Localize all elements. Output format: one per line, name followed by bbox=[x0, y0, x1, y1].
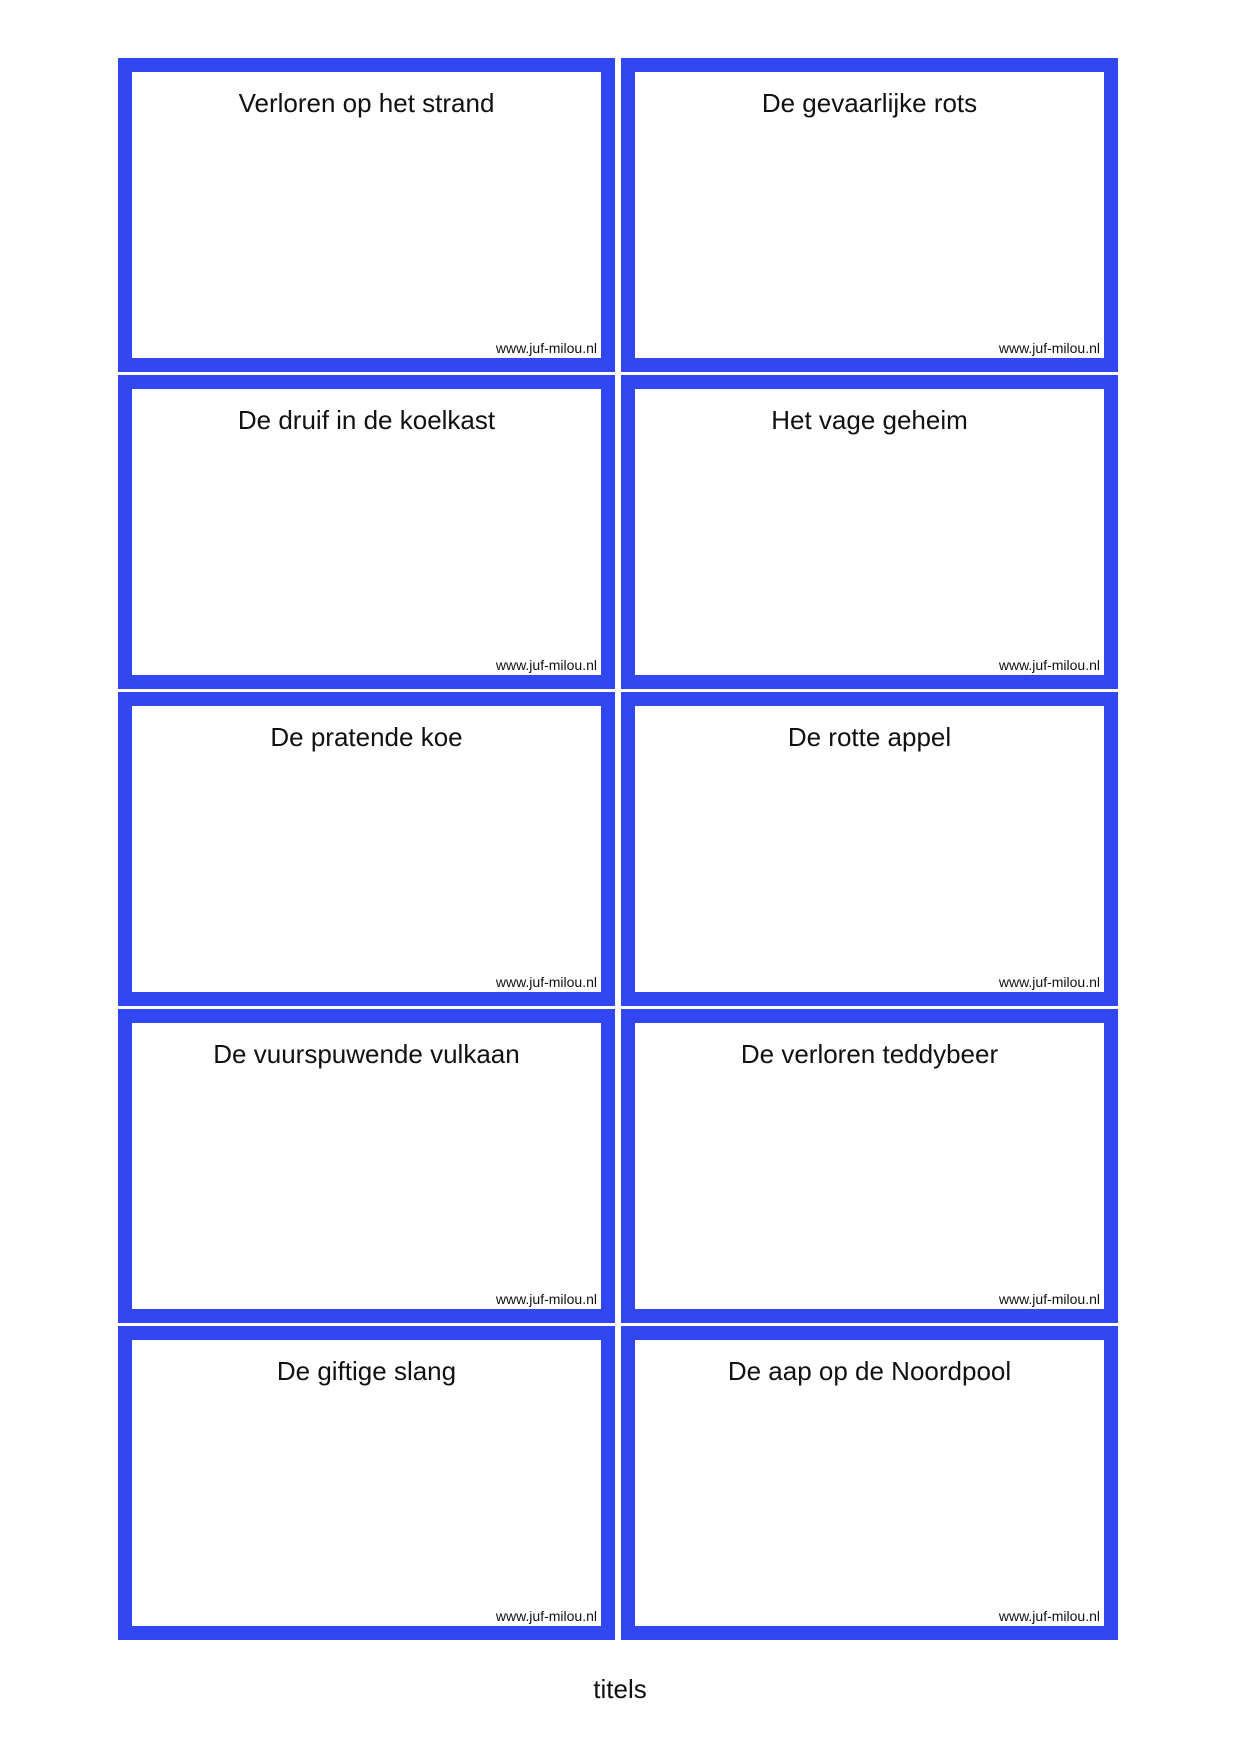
story-card bbox=[118, 692, 615, 1006]
story-card bbox=[621, 1326, 1118, 1640]
card-website: www.juf-milou.nl bbox=[495, 657, 597, 673]
card-body bbox=[132, 389, 601, 675]
story-card bbox=[621, 692, 1118, 1006]
card-body bbox=[132, 1340, 601, 1626]
story-card bbox=[118, 1326, 615, 1640]
card-website: www.juf-milou.nl bbox=[495, 340, 597, 356]
card-website: www.juf-milou.nl bbox=[495, 974, 597, 990]
card-body bbox=[635, 389, 1104, 675]
card-website: www.juf-milou.nl bbox=[998, 974, 1100, 990]
card-title: Het vage geheim bbox=[771, 405, 968, 435]
story-card bbox=[118, 1009, 615, 1323]
card-title: De druif in de koelkast bbox=[237, 405, 496, 435]
card-body bbox=[132, 72, 601, 358]
card-title: Verloren op het strand bbox=[238, 88, 495, 118]
card-title: De vuurspuwende vulkaan bbox=[213, 1039, 520, 1069]
story-card bbox=[118, 375, 615, 689]
card-title: De giftige slang bbox=[276, 1356, 457, 1386]
card-body bbox=[635, 706, 1104, 992]
card-website: www.juf-milou.nl bbox=[998, 1291, 1100, 1307]
card-body bbox=[132, 706, 601, 992]
card-website: www.juf-milou.nl bbox=[998, 1608, 1100, 1624]
story-card bbox=[621, 1009, 1118, 1323]
card-body bbox=[635, 72, 1104, 358]
card-body bbox=[132, 1023, 601, 1309]
card-website: www.juf-milou.nl bbox=[495, 1608, 597, 1624]
card-title: De rotte appel bbox=[787, 722, 952, 752]
card-website: www.juf-milou.nl bbox=[495, 1291, 597, 1307]
story-card bbox=[621, 58, 1118, 372]
card-website: www.juf-milou.nl bbox=[998, 340, 1100, 356]
card-title: De verloren teddybeer bbox=[740, 1039, 999, 1069]
card-title: De gevaarlijke rots bbox=[761, 88, 978, 118]
card-body bbox=[635, 1023, 1104, 1309]
card-title: De pratende koe bbox=[270, 722, 463, 752]
story-card bbox=[118, 58, 615, 372]
card-website: www.juf-milou.nl bbox=[998, 657, 1100, 673]
card-title: De aap op de Noordpool bbox=[727, 1356, 1012, 1386]
page-footer-label: titels bbox=[593, 1674, 647, 1704]
story-card bbox=[621, 375, 1118, 689]
card-grid bbox=[118, 58, 1118, 1641]
card-body bbox=[635, 1340, 1104, 1626]
